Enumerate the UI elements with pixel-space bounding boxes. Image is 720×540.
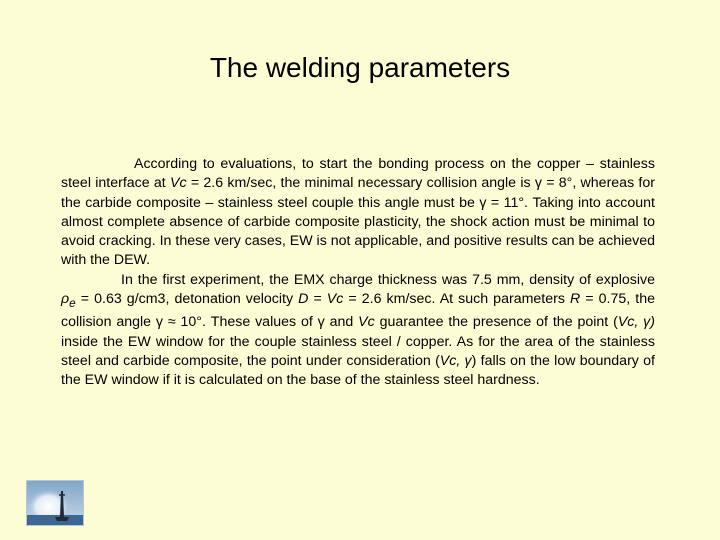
p2-text-b: = 0.63 g/cm3, detonation velocity xyxy=(75,291,299,308)
p2-text-h: ) falls on the low boundary of the EW window if it is calculated on the base of the stainless steel hardness. xyxy=(61,352,655,389)
p2-text-a: In the first experiment, the EMX charge thickness was 7.5 mm, density of explosive xyxy=(121,271,655,288)
p2-text-c: = xyxy=(308,291,327,308)
explosion-splash-logo-icon xyxy=(26,480,84,526)
p2-rho: ρ xyxy=(61,291,70,308)
p1-text-a: According to evaluations, to start the bonding process on the copper – stainless steel interface at xyxy=(61,156,655,192)
p2-text-e: = 0.75, the collision angle γ ≈ 10°. These values of γ and xyxy=(61,291,655,331)
p2-text-f: guarantee the presence of the point ( xyxy=(374,314,618,331)
p2-point2: Vc, γ xyxy=(439,352,472,369)
paragraph-1 xyxy=(61,155,655,271)
p2-text-g: inside the EW window for the couple stainless steel / copper. As for the area of the stainless steel and carbide composite, the point under consideration ( xyxy=(61,333,655,369)
p2-point1: Vc, γ) xyxy=(617,314,655,331)
slide-title: The welding parameters xyxy=(209,52,511,83)
p1-vc: Vc xyxy=(170,175,187,192)
p2-text-d2: = 2.6 km/sec. At such parameters xyxy=(343,291,570,308)
p2-d: D xyxy=(298,291,309,308)
paragraph-2 xyxy=(61,271,655,391)
p1-text-b: = 2.6 km/sec, the minimal necessary collision angle is γ = 8°, whereas for the carbide composite – stainless steel couple this angle must be γ = 11°. Taking into account almost complete absence of carbide composite plasticity, the shock action must be minimal to avoid cracking. In these very cases, EW is not applicable, and positive results can be achieved with the DEW. xyxy=(61,175,655,269)
p2-vc2: Vc xyxy=(358,314,375,331)
p2-rho-sub: e xyxy=(69,295,76,310)
p2-vc: Vc xyxy=(326,291,344,308)
p2-r: R xyxy=(570,291,581,308)
slide-body xyxy=(61,155,655,390)
